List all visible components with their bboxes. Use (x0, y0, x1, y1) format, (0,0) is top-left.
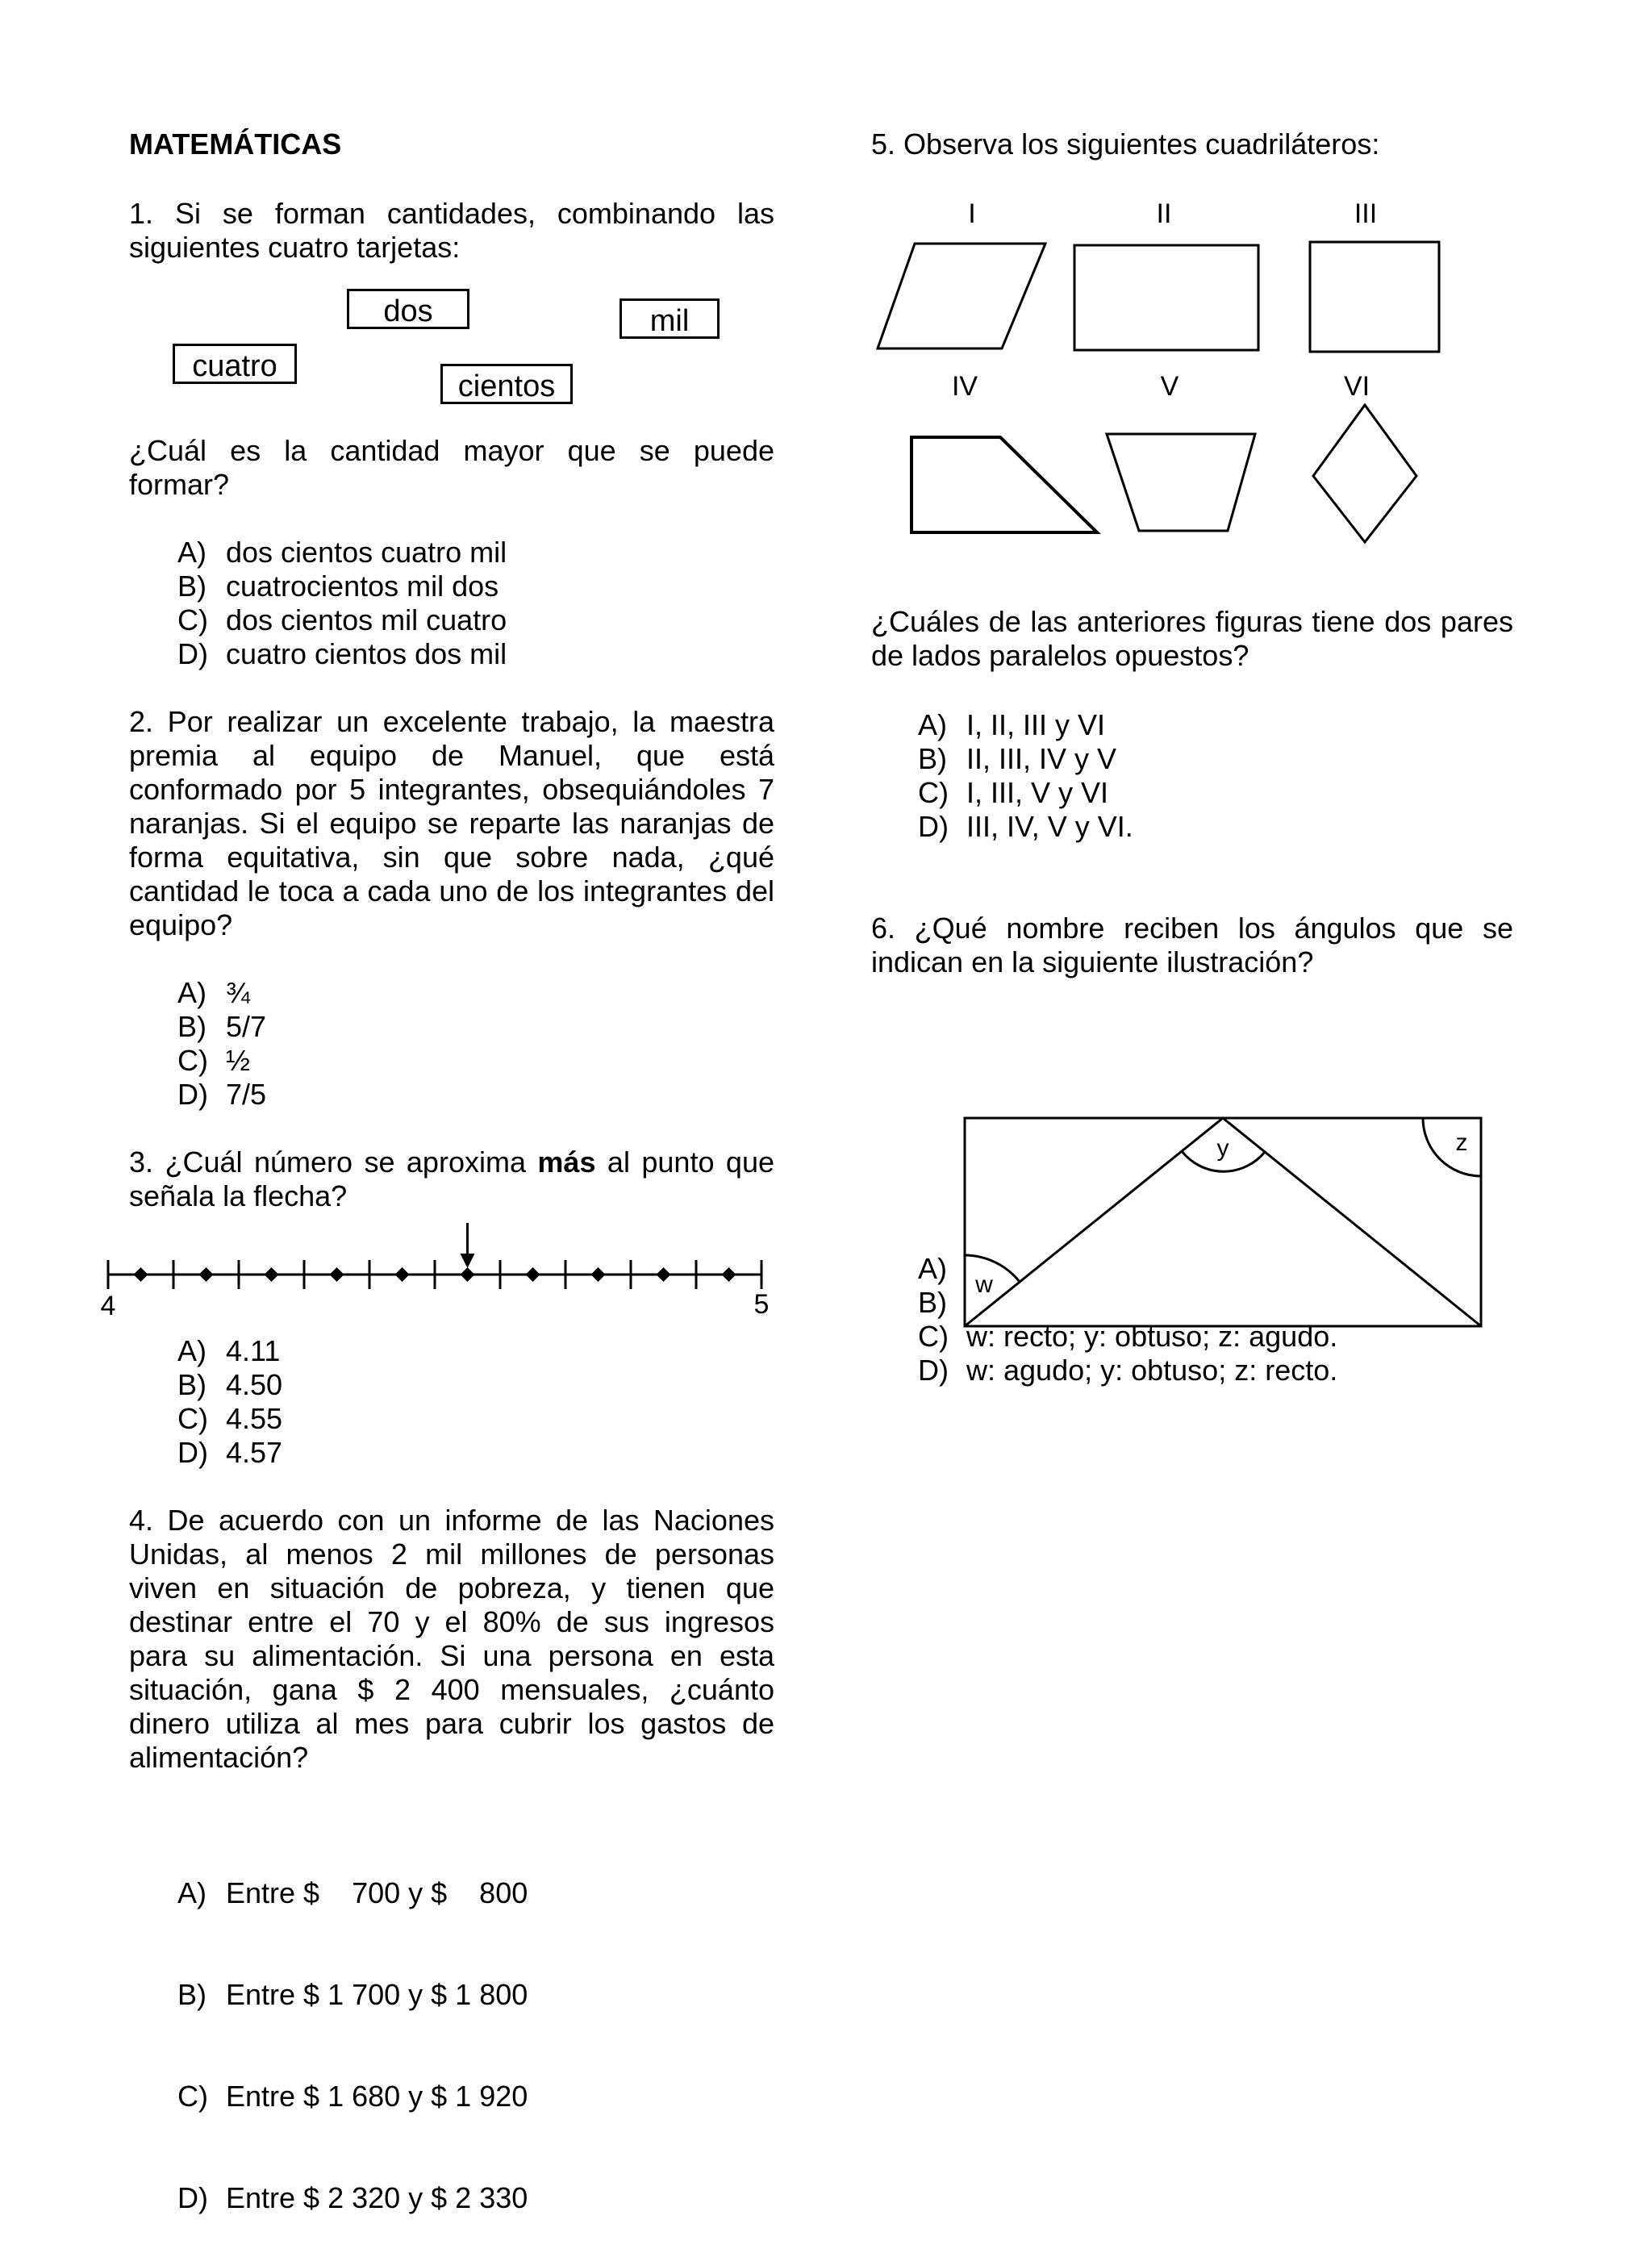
q6-option-c[interactable]: C) w: recto; y: obtuso; z: agudo. (918, 1320, 1338, 1353)
shape-label-i: I (968, 198, 976, 229)
shape-label-ii: II (1156, 198, 1172, 229)
q1-prompt: 1. Si se forman cantidades, combinando las siguientes cuatro tarjetas: (129, 197, 774, 264)
q1-option-c[interactable]: C) dos cientos mil cuatro (177, 603, 507, 636)
angle-z-label: z (1455, 1129, 1468, 1156)
q1-question: ¿Cuál es la cantidad mayor que se puede formar? (129, 434, 774, 501)
q6-prompt: 6. ¿Qué nombre reciben los ángulos que se indican en la siguiente ilustración? (871, 912, 1513, 978)
shape-iv-trapezoid (912, 437, 1097, 532)
number-line-midpoint (199, 1267, 214, 1282)
number-line-midpoint (526, 1267, 540, 1282)
q1-options (177, 536, 507, 671)
q4-option-a[interactable]: A) Entre $ 700 y $ 800 (177, 1876, 528, 1909)
number-line-end-label: 5 (753, 1289, 770, 1320)
angles-figure (960, 1113, 1492, 1331)
q4-option-c[interactable]: C) Entre $ 1 680 y $ 1 920 (177, 2080, 528, 2113)
number-line-midpoint (461, 1267, 475, 1282)
shape-ii-rectangle (1074, 245, 1258, 350)
q5-option-d[interactable]: D) III, IV, V y VI. (918, 810, 1133, 843)
angle-w-label: w (975, 1271, 993, 1298)
q3-option-a[interactable]: A) 4.11 (177, 1334, 281, 1367)
q3-options (177, 1334, 282, 1470)
number-line (97, 1218, 791, 1323)
number-line-midpoint (134, 1267, 148, 1282)
shape-vi-rhombus (1313, 405, 1416, 542)
q5-option-b[interactable]: B) II, III, IV y V (918, 742, 1117, 775)
q2-options (177, 976, 266, 1112)
number-line-midpoint (657, 1267, 671, 1282)
number-line-arrow (461, 1223, 475, 1268)
q4-option-b[interactable]: B) Entre $ 1 700 y $ 1 800 (177, 1978, 528, 2011)
number-line-midpoint (330, 1267, 344, 1282)
number-line-start-label: 4 (100, 1291, 116, 1321)
shape-iii-square (1310, 242, 1439, 352)
card-cientos: cientos (440, 364, 573, 404)
shape-label-iv: IV (951, 371, 978, 402)
shape-v-trapezoid (1107, 434, 1255, 531)
q2-option-d[interactable]: D) 7/5 (177, 1078, 267, 1111)
section-title: MATEMÁTICAS (129, 127, 342, 161)
number-line-midpoint (722, 1267, 736, 1282)
q1-option-d[interactable]: D) cuatro cientos dos mil (177, 637, 507, 670)
q2-option-a[interactable]: A) ¾ (177, 976, 251, 1009)
q2-option-b[interactable]: B) 5/7 (177, 1010, 267, 1043)
quadrilaterals-figure (855, 194, 1468, 549)
q5-prompt: 5. Observa los siguientes cuadriláteros: (871, 127, 1380, 161)
q2-option-c[interactable]: C) ½ (177, 1044, 251, 1077)
q2-prompt: 2. Por realizar un excelente trabajo, la maestra premia al equipo de Manuel, que está conformado por 5 integrantes, obsequiándoles 7 naranjas. Si el equipo se reparte las naranjas de forma equitativa, sin que sobre nada, ¿qué cantidad le toca a cada uno de los integrantes del equipo? (129, 705, 774, 941)
q6-option-d[interactable]: D) w: agudo; y: obtuso; z: recto. (918, 1354, 1338, 1387)
shape-label-iii: III (1354, 198, 1378, 229)
q5-question: ¿Cuáles de las anteriores figuras tiene dos pares de lados paralelos opuestos? (871, 605, 1513, 672)
shape-label-vi: VI (1343, 371, 1370, 402)
shape-label-v: V (1160, 371, 1179, 402)
q4-option-d[interactable]: D) Entre $ 2 320 y $ 2 330 (177, 2181, 528, 2214)
q5-option-c[interactable]: C) I, III, V y VI (918, 776, 1109, 809)
q6-option-b[interactable]: B) (918, 1286, 947, 1319)
q6-option-a[interactable]: A) (918, 1252, 947, 1285)
q3-option-c[interactable]: C) 4.55 (177, 1402, 283, 1435)
q3-prompt: 3. ¿Cuál número se aproxima más al punto que señala la flecha? (129, 1145, 774, 1212)
number-line-ticks (108, 1260, 761, 1289)
q5-options (918, 708, 1133, 844)
angle-y-label: y (1216, 1135, 1229, 1162)
number-line-midpoint (265, 1267, 279, 1282)
shape-i-parallelogram (878, 244, 1045, 348)
card-cuatro: cuatro (173, 344, 297, 384)
card-mil: mil (620, 298, 720, 339)
q3-option-b[interactable]: B) 4.50 (177, 1368, 283, 1401)
number-line-midpoint (591, 1267, 606, 1282)
card-dos: dos (347, 289, 469, 329)
angle-z-arc (1423, 1118, 1481, 1176)
q3-option-d[interactable]: D) 4.57 (177, 1436, 283, 1469)
q4-prompt: 4. De acuerdo con un informe de las Naciones Unidas, al menos 2 mil millones de personas viven en situación de pobreza, y tienen que destinar entre el 70 y el 80% de sus ingresos para su alimentación. Si una persona en esta situación, gana $ 2 400 mensuales, ¿cuánto dinero utiliza al mes para cubrir los gastos de alimentación? (129, 1504, 774, 1774)
q1-option-b[interactable]: B) cuatrocientos mil dos (177, 570, 499, 603)
q5-option-a[interactable]: A) I, II, III y VI (918, 708, 1106, 741)
number-line-midpoint (395, 1267, 410, 1282)
q1-option-a[interactable]: A) dos cientos cuatro mil (177, 536, 507, 569)
q4-options (177, 1809, 528, 2249)
